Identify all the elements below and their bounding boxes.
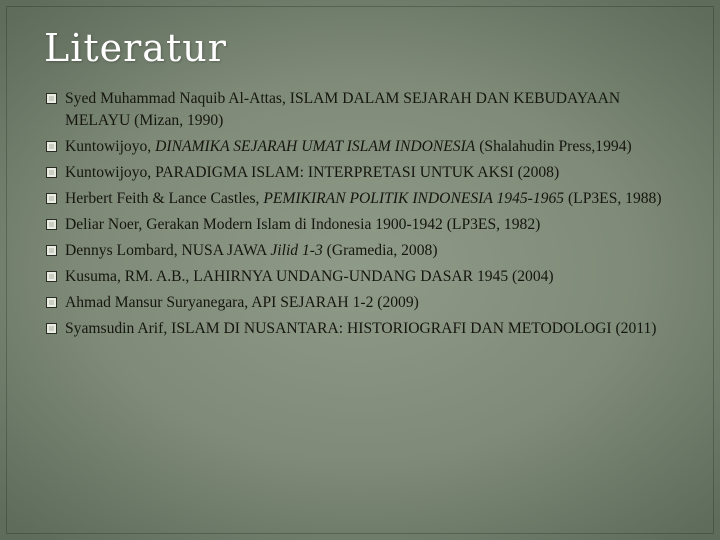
reference-item: [46, 318, 686, 340]
reference-text: DINAMIKA SEJARAH UMAT ISLAM INDONESIA: [155, 138, 476, 155]
reference-text: (LP3ES, 1988): [564, 190, 662, 207]
reference-item: [46, 88, 686, 132]
bullet-box-icon: [46, 193, 57, 204]
slide-title: Literatur: [44, 26, 227, 70]
reference-text: Kuntowijoyo,: [65, 138, 156, 155]
bullet-box-icon: [46, 219, 57, 230]
bullet-box-icon: [46, 271, 57, 282]
reference-text: Syed Muhammad Naquib Al-Attas, ISLAM DALAM SEJARAH DAN KEBUDAYAAN MELAYU (Mizan, 1990): [65, 90, 621, 129]
bullet-box-icon: [46, 167, 57, 178]
reference-text: Jilid 1-3: [270, 242, 323, 259]
reference-list: [46, 88, 686, 344]
bullet-box-icon: [46, 297, 57, 308]
reference-text: Syamsudin Arif, ISLAM DI NUSANTARA: HISTORIOGRAFI DAN METODOLOGI (2011): [65, 320, 657, 337]
reference-text: (Gramedia, 2008): [322, 242, 438, 259]
reference-text: Kuntowijoyo, PARADIGMA ISLAM: INTERPRETASI UNTUK AKSI (2008): [65, 164, 560, 181]
reference-item: [46, 188, 686, 210]
reference-text: Dennys Lombard, NUSA JAWA: [65, 242, 271, 259]
reference-text: Herbert Feith & Lance Castles,: [65, 190, 264, 207]
bullet-box-icon: [46, 93, 57, 104]
reference-item: [46, 136, 686, 158]
reference-text: (Shalahudin Press,1994): [475, 138, 632, 155]
reference-item: [46, 162, 686, 184]
bullet-box-icon: [46, 141, 57, 152]
reference-item: [46, 266, 686, 288]
reference-text: PEMIKIRAN POLITIK INDONESIA 1945-1965: [263, 190, 565, 207]
reference-text: Deliar Noer, Gerakan Modern Islam di Indonesia 1900-1942 (LP3ES, 1982): [65, 216, 541, 233]
reference-text: Ahmad Mansur Suryanegara, API SEJARAH 1-2 (2009): [65, 294, 419, 311]
reference-item: [46, 214, 686, 236]
reference-item: [46, 240, 686, 262]
bullet-box-icon: [46, 323, 57, 334]
reference-text: Kusuma, RM. A.B., LAHIRNYA UNDANG-UNDANG DASAR 1945 (2004): [65, 268, 554, 285]
reference-item: [46, 292, 686, 314]
bullet-box-icon: [46, 245, 57, 256]
